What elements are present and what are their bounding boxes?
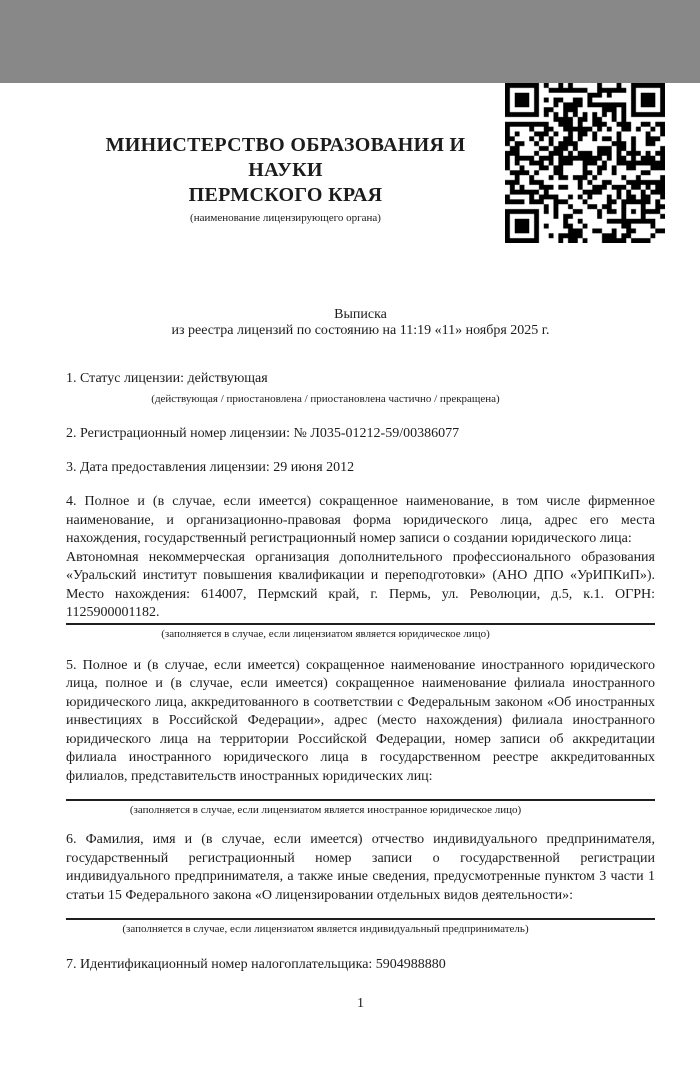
section-legal-entity bbox=[66, 493, 655, 641]
field-rule-foreign-entity bbox=[66, 799, 655, 801]
field-rule-legal-entity bbox=[66, 623, 655, 625]
section-individual-entrepreneur-label: 6. Фамилия, имя и (в случае, если имеется) отчество индивидуального предпринимателя, государственный регистрационный номер записи о государственной регистрации индивидуального предпринимателя, а также иные сведения, предусмотренные пунктом 3 части 1 статьи 15 Федерального закона «О лицензировании отдельных видов деятельности»: bbox=[66, 832, 655, 903]
section-individual-entrepreneur bbox=[66, 831, 655, 936]
section-legal-entity-value: Автономная некоммерческая организация дополнительного профессионального образования «Уральский институт повышения квалификации и переподготовки» (АНО ДПО «УрИПКиП»). Место нахождения: 614007, Пермский край, г. Пермь, ул. Революции, д.5, к.1. ОГРН: 1125900001182. bbox=[66, 549, 655, 620]
document-title-line2: из реестра лицензий по состоянию на 11:19 «11» ноября 2025 г. bbox=[171, 323, 550, 338]
section-foreign-entity bbox=[66, 657, 655, 818]
field-caption-foreign-entity: (заполняется в случае, если лицензиатом является иностранное юридическое лицо) bbox=[129, 804, 522, 816]
page-number: 1 bbox=[357, 996, 364, 1011]
qr-code-canvas bbox=[505, 83, 665, 243]
ministry-name-line1: МИНИСТЕРСТВО ОБРАЗОВАНИЯ И НАУКИ bbox=[105, 134, 466, 181]
qr-code-image bbox=[505, 83, 665, 243]
field-caption-legal-entity: (заполняется в случае, если лицензиатом является юридическое лицо) bbox=[161, 627, 490, 640]
ministry-name-line2: ПЕРМСКОГО КРАЯ bbox=[188, 184, 383, 206]
item-license-status: 1. Статус лицензии: действующая bbox=[66, 371, 268, 386]
document-header bbox=[66, 83, 655, 243]
field-rule-individual-entrepreneur bbox=[66, 918, 655, 920]
licensing-authority-block bbox=[66, 83, 505, 225]
document-title-line1: Выписка bbox=[334, 307, 387, 322]
ministry-name bbox=[66, 133, 505, 208]
section-foreign-entity-label: 5. Полное и (в случае, если имеется) сокращенное наименование иностранного юридического лица, полное и (в случае, если имеется) сокращенное наименование филиала иностранного юридического лица, аккредитованного в соответствии с Федеральным законом «Об иностранных инвестициях в Российской Федерации», адрес (место нахождения) филиала иностранного юридического лица на территории Российской Федерации, номер записи об аккредитации филиала иностранного юридического лица в государственном реестре аккредитованных филиалов, представительств иностранных юридических лиц: bbox=[66, 657, 655, 784]
section-legal-entity-label: 4. Полное и (в случае, если имеется) сокращенное наименование, в том числе фирменное наименование, и организационно-правовая форма юридического лица, адрес его места нахождения, государственный регистрационный номер записи о создании юридического лица: bbox=[66, 494, 655, 546]
item-taxpayer-number: 7. Идентификационный номер налогоплательщика: 5904988880 bbox=[66, 957, 446, 972]
field-caption-individual-entrepreneur: (заполняется в случае, если лицензиатом является индивидуальный предприниматель) bbox=[122, 923, 529, 935]
item-grant-date: 3. Дата предоставления лицензии: 29 июня 2012 bbox=[66, 460, 355, 475]
ministry-caption: (наименование лицензирующего органа) bbox=[190, 212, 381, 224]
item-license-status-caption: (действующая / приостановлена / приостановлена частично / прекращена) bbox=[151, 393, 500, 405]
license-extract-page bbox=[0, 83, 700, 1072]
document-title bbox=[66, 307, 655, 339]
item-registration-number: 2. Регистрационный номер лицензии: № Л035-01212-59/00386077 bbox=[66, 426, 460, 441]
